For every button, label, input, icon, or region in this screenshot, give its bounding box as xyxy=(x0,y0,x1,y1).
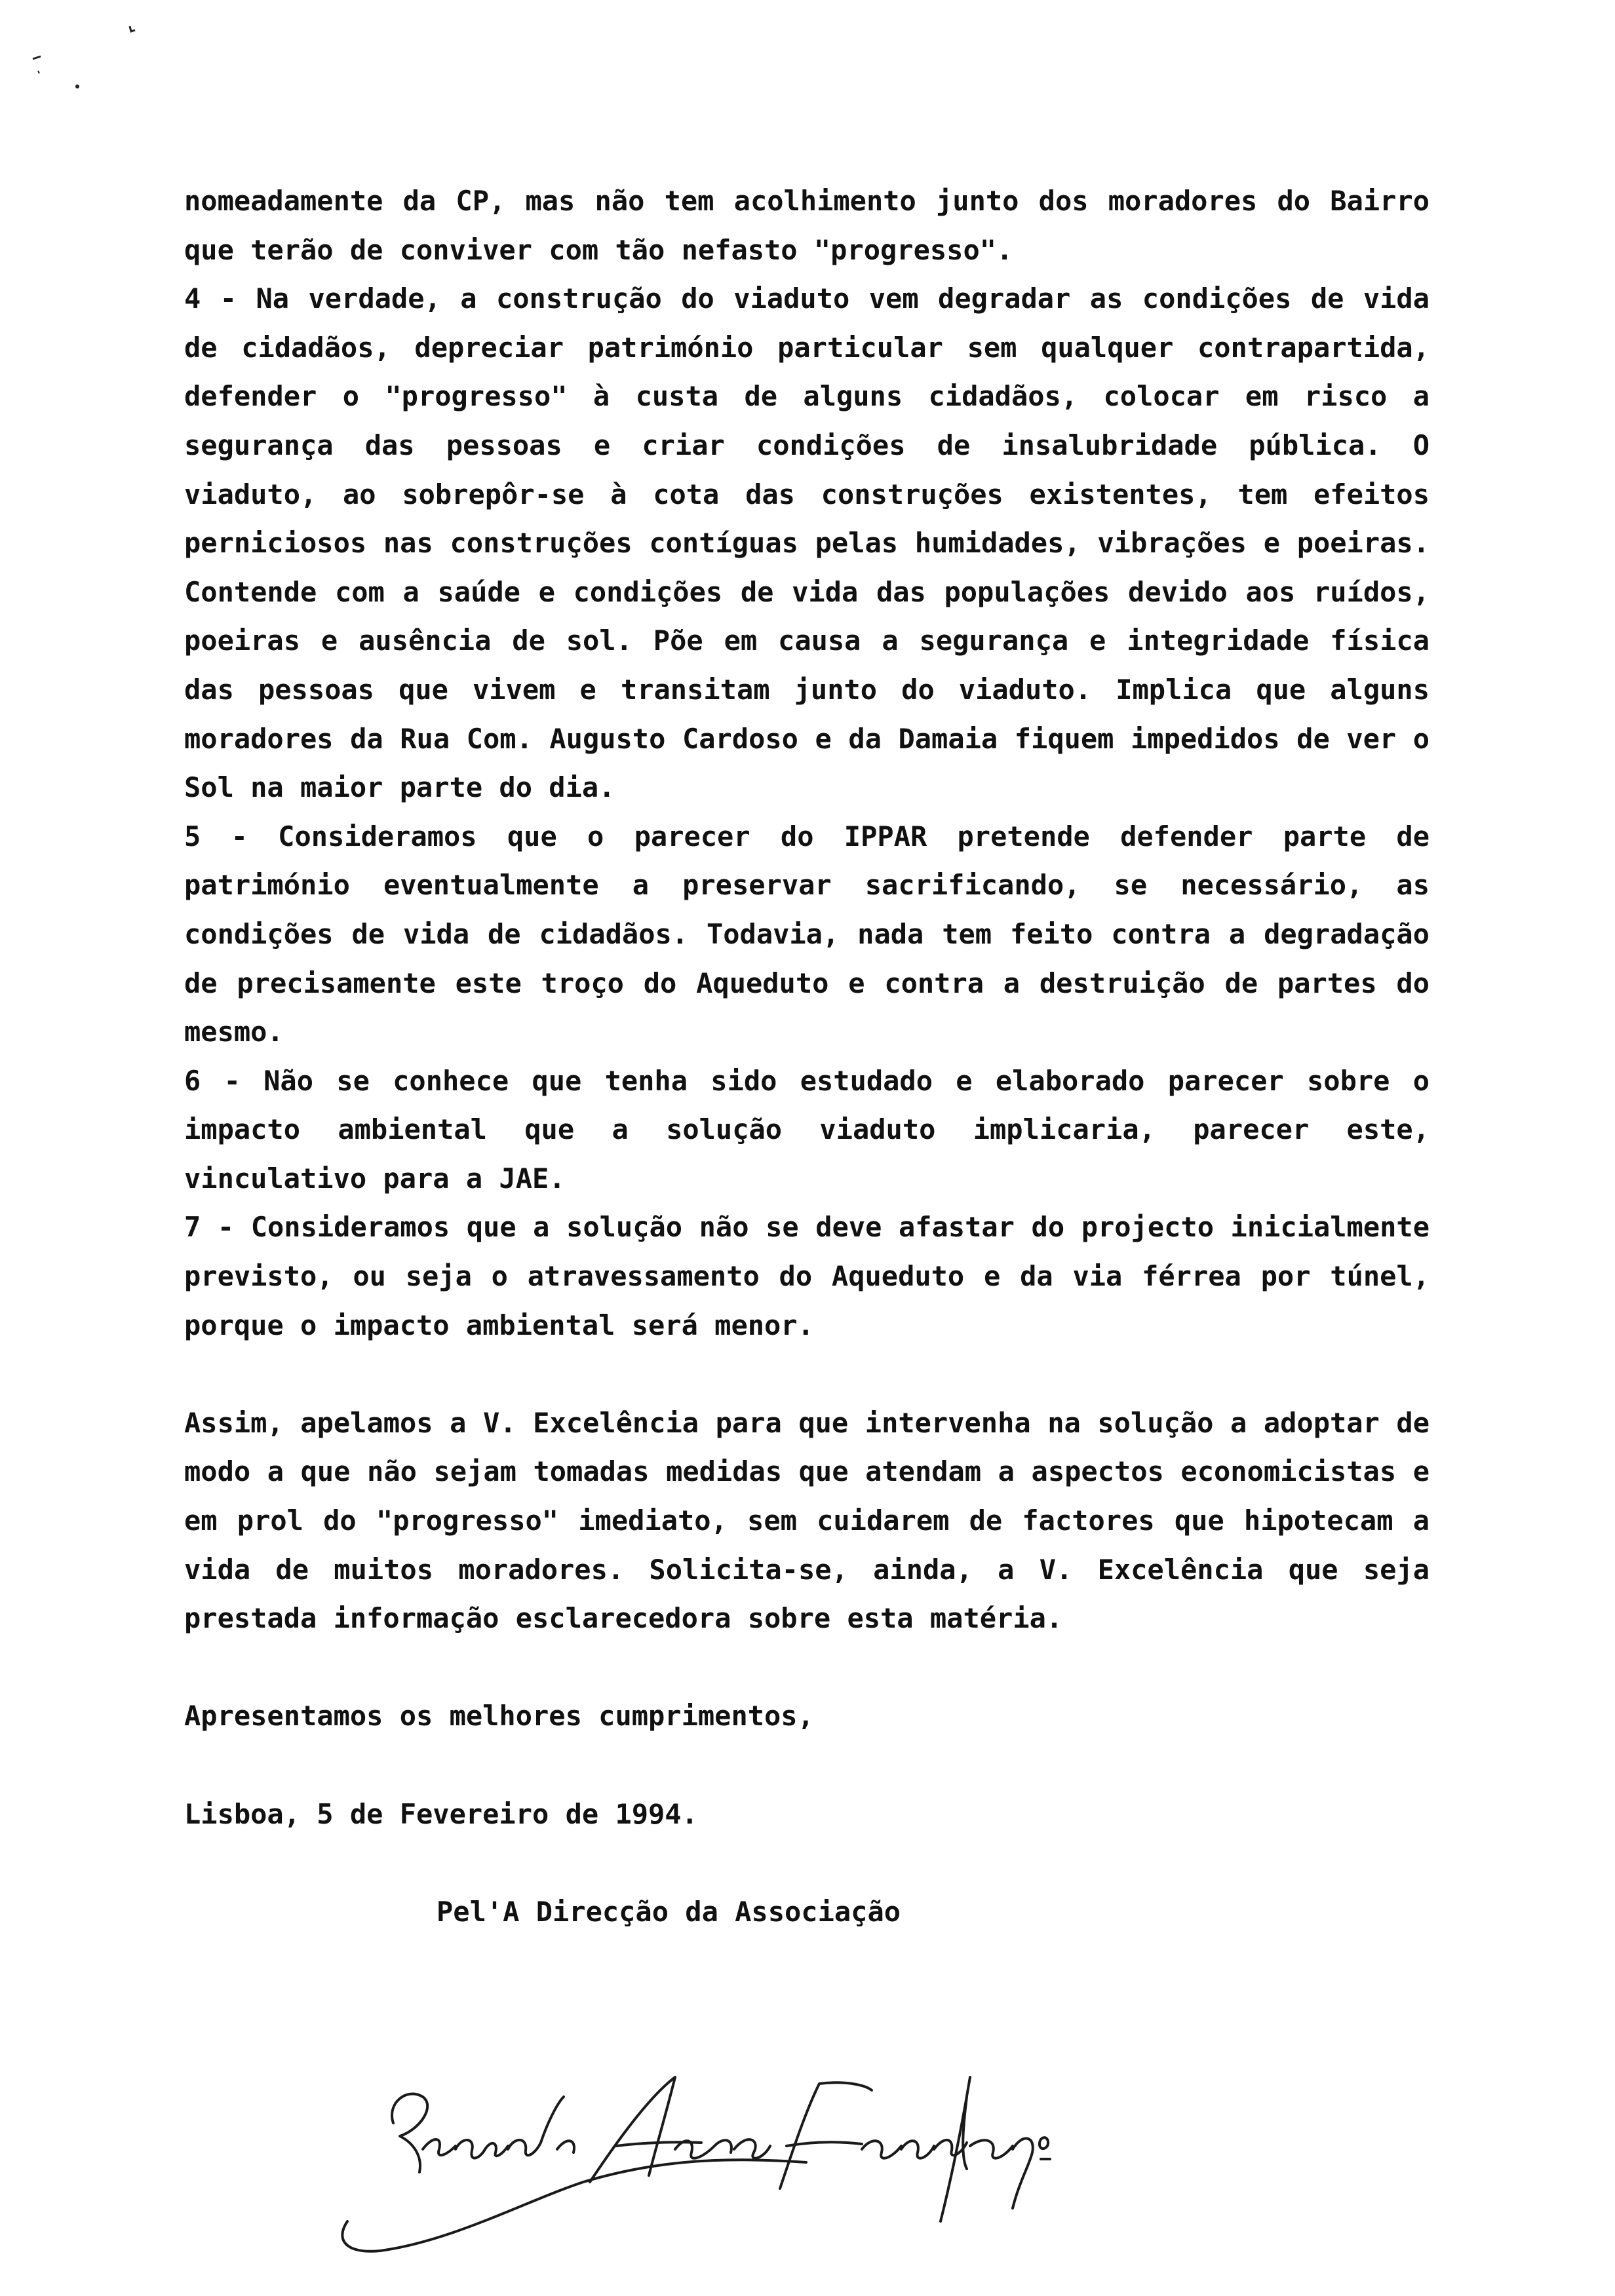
paragraph-point-4: 4 - Na verdade, a construção do viaduto vem degradar as condições de vida de cidadãos, depreciar património particular sem qualquer contrapartida, defender o "progresso" à custa de alguns cidadãos, colocar em risco a segurança das pessoas e criar condições de insalubridade pública. O viaduto, ao sobrepôr-se à cota das construções existentes, tem efeitos perniciosos nas construções contíguas pelas humidades, vibrações e poeiras. Contende com a saúde e condições de vida das populações devido aos ruídos, poeiras e ausência de sol. Põe em causa a segurança e integridade física das pessoas que vivem e transitam junto do viaduto. Implica que alguns moradores da Rua Com. Augusto Cardoso e da Damaia fiquem impedidos de ver o Sol na maior parte do dia. xyxy=(184,282,1430,804)
paragraph-continuation: nomeadamente da CP, mas não tem acolhimento junto dos moradores do Bairro que terão de conviver com tão nefasto "progresso". xyxy=(184,185,1430,266)
date-line: Lisboa, 5 de Fevereiro de 1994. xyxy=(184,1797,698,1830)
spacer xyxy=(184,1741,1430,1790)
spacer xyxy=(184,1839,1430,1888)
paragraph-point-5: 5 - Consideramos que o parecer do IPPAR pretende defender parte de património eventualmente a preservar sacrificando, se necessário, as condições de vida de cidadãos. Todavia, nada tem feito contra a degradação de precisamente este troço do Aqueduto e contra a destruição de partes do mesmo. xyxy=(184,820,1430,1048)
letter-body xyxy=(184,177,1430,1936)
scan-marks xyxy=(26,20,157,98)
handwritten-signature xyxy=(308,2025,1095,2261)
paragraph-point-6: 6 - Não se conhece que tenha sido estudado e elaborado parecer sobre o impacto ambiental que a solução viaduto implicaria, parecer este, vinculativo para a JAE. xyxy=(184,1064,1430,1195)
spacer xyxy=(184,1350,1430,1399)
paragraph-point-7: 7 - Consideramos que a solução não se deve afastar do projecto inicialmente previsto, ou seja o atravessamento do Aqueduto e da via férrea por túnel, porque o impacto ambiental será menor. xyxy=(184,1211,1430,1341)
greeting-line: Apresentamos os melhores cumprimentos, xyxy=(184,1700,814,1732)
spacer xyxy=(184,1643,1430,1693)
appeal-paragraph: Assim, apelamos a V. Excelência para que intervenha na solução a adoptar de modo a que não sejam tomadas medidas que atendam a aspectos economicistas e em prol do "progresso" imediato, sem cuidarem de factores que hipotecam a vida de muitos moradores. Solicita-se, ainda, a V. Excelência que seja prestada informação esclarecedora sobre esta matéria. xyxy=(184,1406,1430,1635)
sign-off-line: Pel'A Direcção da Associação xyxy=(437,1895,901,1928)
